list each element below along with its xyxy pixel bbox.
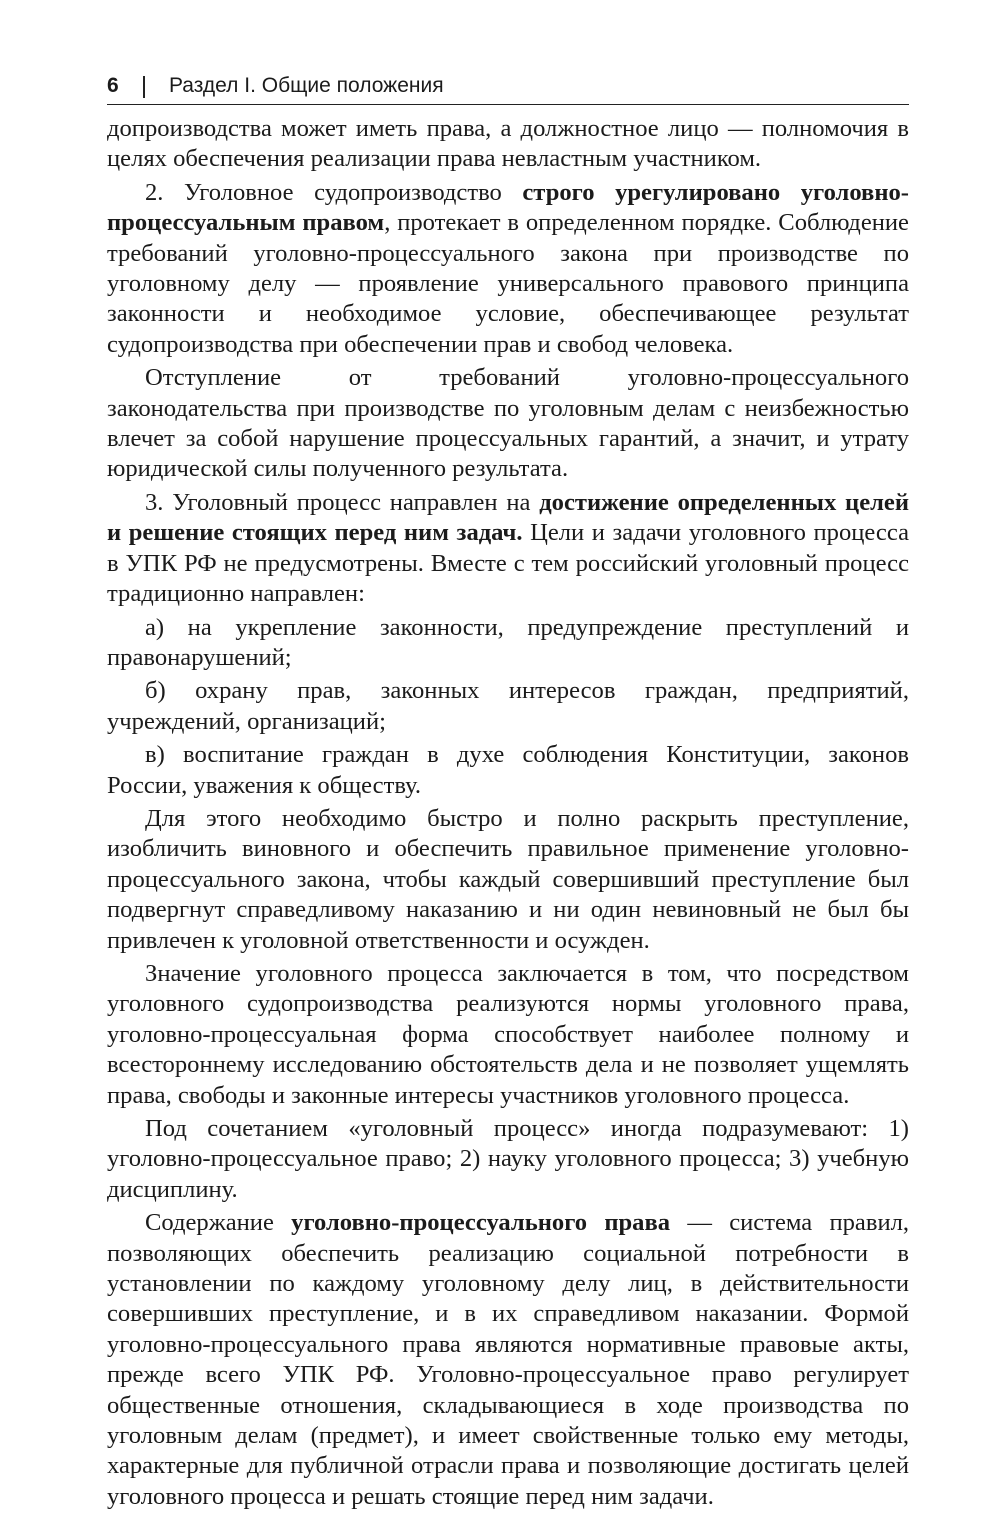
page-number: 6 bbox=[107, 74, 119, 97]
paragraph-text: 2. Уголовное судопроизводство bbox=[145, 178, 523, 206]
list-item-a bbox=[107, 613, 909, 674]
paragraph-text: допроизводства может иметь права, а должностное лицо — полномочия в целях обеспечения реализации права невластным участником. bbox=[107, 115, 909, 173]
paragraph-text: б) охрану прав, законных интересов граждан, предприятий, учреждений, организаций; bbox=[107, 677, 909, 735]
paragraph-text: 3. Уголовный процесс направлен на bbox=[145, 488, 540, 516]
paragraph-text: Значение уголовного процесса заключается в том, что посредством уголовного судопроизводства реализуются нормы уголовного права, уголовно-процессуальная форма способствует наиболее полному и всестороннему исследованию обстоятельств дела и не позволяет ущемлять права, свободы и законные интересы участников уголовного процесса. bbox=[107, 959, 909, 1109]
paragraph-text: Для этого необходимо быстро и полно раскрыть преступление, изобличить виновного и обеспечить правильное применение уголовно-процессуального закона, чтобы каждый совершивший преступление был подвергнут справедливому наказанию и ни один невиновный не был бы привлечен к уголовной ответственности и осужден. bbox=[107, 804, 909, 954]
paragraph-text: Цели и задачи уголовного процесса в УПК РФ не предусмотрены. Вместе с тем российский уголовный процесс традиционно направлен: bbox=[107, 519, 909, 608]
page-body bbox=[107, 114, 909, 1515]
paragraph-text: в) воспитание граждан в духе соблюдения Конституции, законов России, уважения к обществу. bbox=[107, 741, 909, 799]
section-title: Раздел I. Общие положения bbox=[169, 74, 444, 97]
paragraph-9 bbox=[107, 959, 909, 1111]
paragraph-8 bbox=[107, 804, 909, 956]
paragraph-3 bbox=[107, 363, 909, 485]
paragraph-text: — система правил, позволяющих обеспечить реализацию социальной потребности в установлении по каждому уголовному делу лиц, в действительности совершивших преступление, и в их справедливом наказании. Формой уголовно-процессуального права являются нормативные правовые акты, прежде всего УПК РФ. Уголовно-процессуальное право регулирует общественные отношения, складывающиеся в ходе производства по уголовным делам (предмет), и имеет свойственные только ему методы, характерные для публичной отрасли права и позволяющие достигать целей уголовного процесса и решать стоящие перед ним задачи. bbox=[107, 1209, 910, 1510]
paragraph-4 bbox=[107, 488, 909, 610]
paragraph-11 bbox=[107, 1208, 909, 1512]
paragraph-text: Содержание bbox=[145, 1209, 292, 1237]
bold-term: строго урегулировано уголовно-процессуальным правом bbox=[107, 178, 909, 237]
paragraph-10 bbox=[107, 1114, 909, 1205]
list-item-b bbox=[107, 676, 909, 737]
paragraph-text: , протекает в определенном порядке. Соблюдение требований уголовно-процессуального закона при производстве по уголовному делу — проявление универсального правового принципа законности и необходимое условие, обеспечивающее результат судопроизводства при обеспечении прав и свобод человека. bbox=[107, 209, 909, 358]
paragraph-1 bbox=[107, 114, 909, 175]
paragraph-text: Под сочетанием «уголовный процесс» иногда подразумевают: 1) уголовно-процессуальное право; 2) науку уголовного процесса; 3) учебную дисциплину. bbox=[107, 1115, 909, 1203]
header-separator bbox=[143, 76, 145, 98]
paragraph-text: а) на укрепление законности, предупреждение преступлений и правонарушений; bbox=[107, 613, 909, 671]
bold-term: достижение определенных целей и решение стоящих перед ним задач. bbox=[107, 488, 909, 547]
paragraph-text: Отступление от требований уголовно-процессуального законодательства при производстве по уголовным делам с неизбежностью влечет за собой нарушение процессуальных гарантий, а значит, и утрату юридической силы полученного результата. bbox=[107, 364, 909, 483]
list-item-c bbox=[107, 740, 909, 801]
running-header bbox=[107, 70, 909, 105]
bold-term: уголовно-процессуального права bbox=[291, 1209, 671, 1237]
paragraph-2 bbox=[107, 178, 909, 360]
